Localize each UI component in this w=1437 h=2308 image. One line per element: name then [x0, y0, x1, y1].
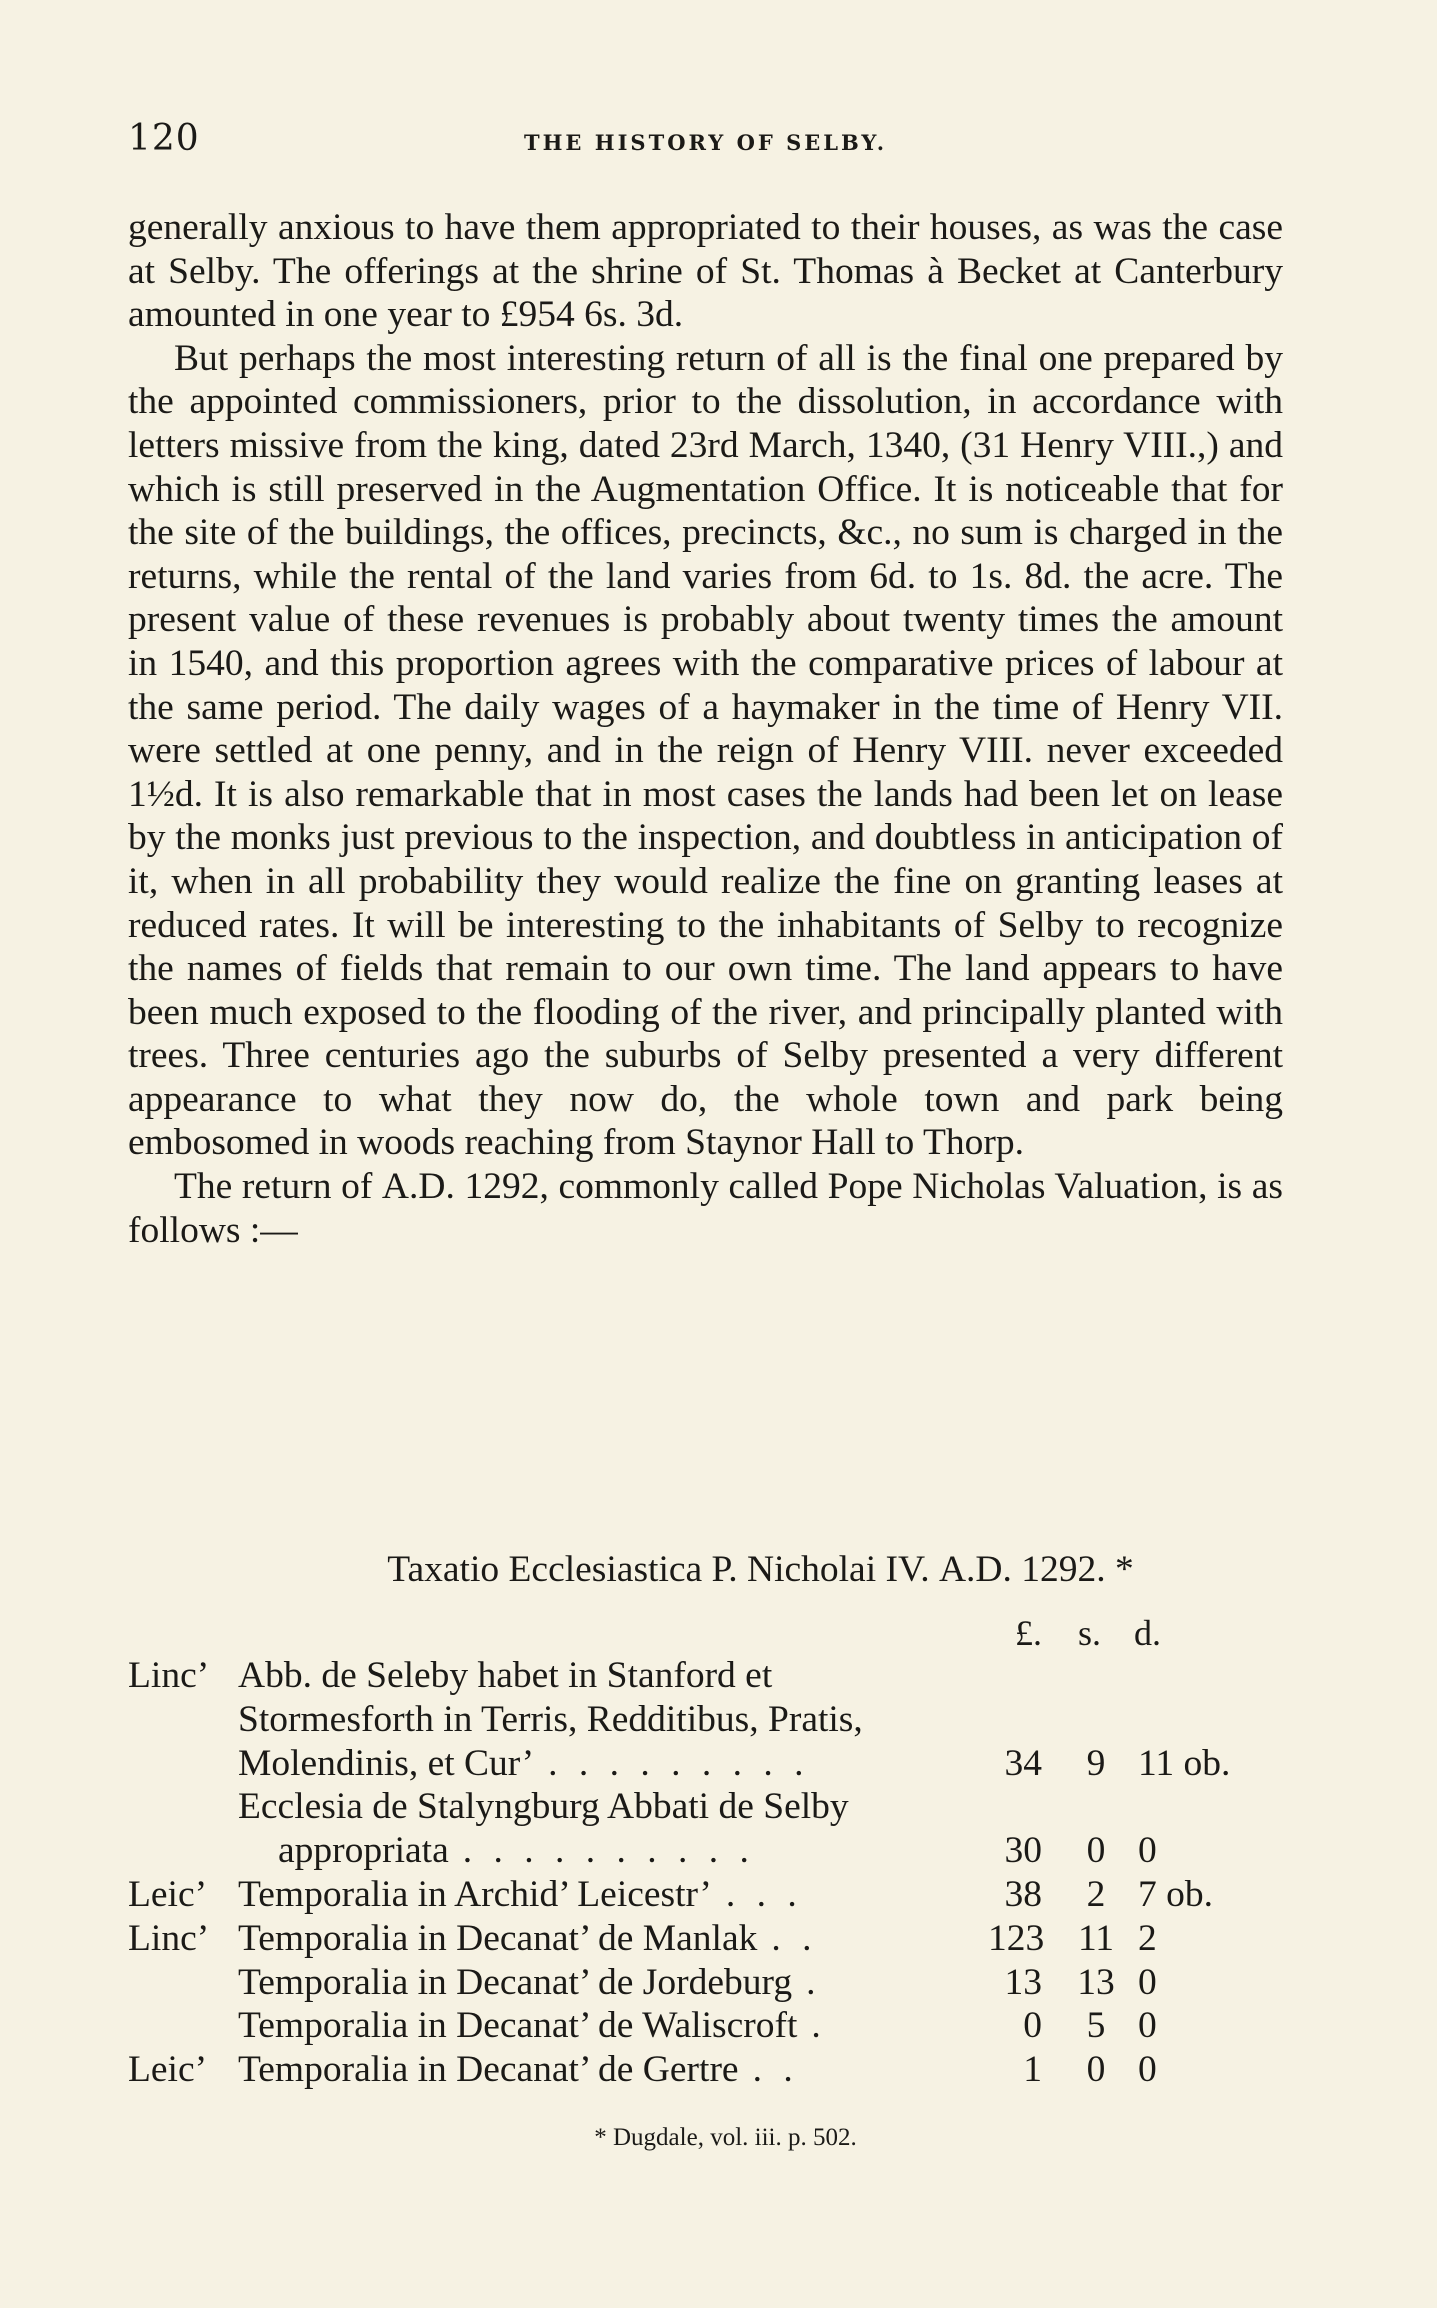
leader-dots: . .	[771, 1917, 818, 1959]
description-cell	[238, 2004, 827, 2048]
taxatio-title	[128, 1548, 1283, 1591]
description-cell	[278, 1829, 755, 1873]
table-row	[128, 1873, 1308, 1917]
county-cell: Leic’	[128, 2049, 208, 2091]
leader-dots: . . . . . . . . .	[548, 1742, 810, 1784]
description-text: Stormesforth in Terris, Redditibus, Pratis,	[238, 1698, 863, 1740]
table-row	[128, 1785, 1308, 1829]
table-row	[128, 1742, 1308, 1786]
description-text: Temporalia in Decanat’ de Manlak	[238, 1917, 758, 1959]
page-number: 120	[128, 118, 200, 159]
description-text: Ecclesia de Stalyngburg Abbati de Selby	[238, 1786, 849, 1828]
shillings-cell: 11	[1077, 1917, 1115, 1959]
table-row	[128, 1654, 1308, 1698]
shillings-cell: 9	[1086, 1742, 1106, 1784]
paragraph-smallcaps: A.D.	[381, 1166, 455, 1208]
running-title: THE HISTORY OF SELBY.	[523, 130, 888, 155]
leader-dots: . . .	[725, 1873, 803, 1915]
leader-dots: .	[806, 1961, 822, 2003]
description-cell	[238, 1961, 821, 2005]
description-cell	[238, 1654, 772, 1698]
pounds-cell: 13	[1004, 1961, 1042, 2003]
page-header	[128, 118, 1283, 168]
shillings-cell: 0	[1086, 2049, 1106, 2091]
taxatio-table	[128, 1654, 1308, 2092]
paragraph-text: The return of	[174, 1166, 382, 1208]
description-cell	[238, 1917, 818, 1961]
footnote: * Dugdale, vol. iii. p. 502.	[594, 2124, 857, 2151]
pounds-cell: 1	[1023, 2049, 1042, 2091]
shillings-cell: 0	[1086, 1830, 1106, 1872]
pence-cell: 2	[1138, 1917, 1157, 1959]
pence-cell: 0	[1138, 1961, 1157, 2003]
pence-cell: 0	[1138, 2049, 1157, 2091]
taxatio-title-text: 1292. *	[1011, 1549, 1134, 1590]
county-cell: Linc’	[128, 1655, 210, 1696]
taxatio-title-text: Taxatio Ecclesiastica P. Nicholai IV.	[387, 1549, 939, 1590]
description-text: Temporalia in Archid’ Leicestr’	[238, 1873, 712, 1915]
pounds-header: £.	[1015, 1613, 1042, 1653]
pence-cell: 0	[1138, 1830, 1157, 1872]
description-text: Molendinis, et Cur’	[238, 1742, 535, 1784]
description-text: Temporalia in Decanat’ de Gertre	[238, 2049, 739, 2091]
paragraph	[128, 1165, 1283, 1252]
pounds-cell: 34	[1004, 1742, 1042, 1784]
pounds-cell: 0	[1023, 2005, 1042, 2047]
paragraph: But perhaps the most interesting return of all is the final one prepared by the appointed commissioners, prior to the dissolution, in accordance with letters missive from the king, dated 23rd March, 1340, (31 Henry VIII.,) and which is still preserved in the Augmentation Office. It is noticeable that for the site of the buildings, the offices, precincts, &c., no sum is charged in the returns, while the rental of the land varies from 6d. to 1s. 8d. the acre. The present value of these revenues is probably about twenty times the amount in 1540, and this proportion agrees with the comparative prices of labour at the same period. The daily wages of a haymaker in the time of Henry VII. were settled at one penny, and in the reign of Henry VIII. never exceeded 1½d. It is also remarkable that in most cases the lands had been let on lease by the monks just previous to the inspection, and doubtless in anticipation of it, when in all probability they would realize the fine on granting leases at reduced rates. It will be interesting to the inhabitants of Selby to recognize the names of fields that remain to our own time. The land appears to have been much exposed to the flooding of the river, and principally planted with trees. Three centuries ago the suburbs of Selby presented a very different appearance to what they now do, the whole town and park being embosomed in woods reaching from Staynor Hall to Thorp.	[128, 337, 1283, 1164]
table-row	[128, 2004, 1308, 2048]
pence-cell: 7 ob.	[1138, 1873, 1213, 1915]
pence-cell: 11 ob.	[1138, 1742, 1231, 1784]
description-cell	[238, 1698, 863, 1742]
table-row	[128, 1698, 1308, 1742]
paragraph: generally anxious to have them appropriated to their houses, as was the case at Selby. The offerings at the shrine of St. Thomas à Becket at Canterbury amounted in one year to £954 6s. 3d.	[128, 207, 1283, 336]
description-text: Temporalia in Decanat’ de Waliscroft	[238, 2005, 798, 2047]
county-cell: Linc’	[128, 1917, 210, 1959]
leader-dots: . . . . . . . . . .	[462, 1830, 755, 1872]
shillings-cell: 13	[1077, 1961, 1115, 2003]
shillings-cell: 2	[1086, 1873, 1106, 1915]
leader-dots: . .	[752, 2049, 799, 2091]
taxatio-title-smallcaps: A.D.	[938, 1549, 1012, 1590]
pence-cell: 0	[1138, 2005, 1157, 2047]
description-cell	[238, 1785, 849, 1829]
pounds-cell: 38	[1004, 1873, 1042, 1915]
table-row	[128, 2048, 1308, 2092]
table-row	[128, 1917, 1308, 1961]
description-text: Abb. de Seleby habet in Stanford et	[238, 1655, 773, 1696]
table-row	[128, 1829, 1308, 1873]
description-text: appropriata	[278, 1830, 449, 1872]
description-cell	[238, 1742, 810, 1786]
leader-dots: .	[811, 2005, 827, 2047]
description-text: Temporalia in Decanat’ de Jordeburg	[238, 1961, 793, 2003]
shillings-cell: 5	[1086, 2005, 1106, 2047]
table-row	[128, 1961, 1308, 2005]
description-cell	[238, 2048, 799, 2092]
pence-header: d.	[1134, 1613, 1161, 1653]
pounds-cell: 30	[1004, 1830, 1042, 1872]
paragraph-text: 1292, commonly called Pope Nicholas Valuation, is as follows :—	[128, 1166, 1284, 1251]
county-cell: Leic’	[128, 1873, 208, 1915]
description-cell	[238, 1873, 803, 1917]
body-text	[128, 206, 1283, 1252]
shillings-header: s.	[1078, 1613, 1102, 1653]
pounds-cell: 123	[988, 1917, 1045, 1959]
